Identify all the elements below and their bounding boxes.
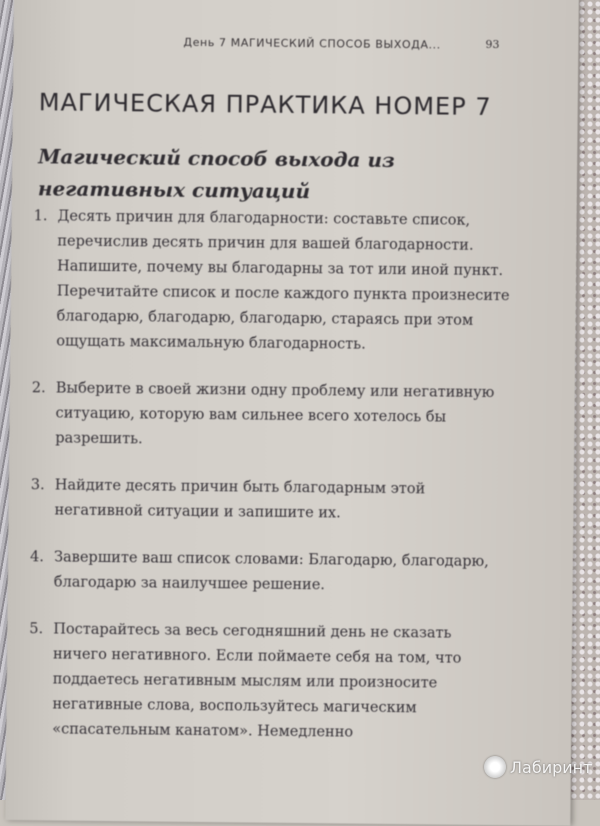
step-text: Завершите ваш список словами: Благодарю, благодарю, благодарю за наилучшее решение. <box>53 549 489 594</box>
step-number: 4. <box>29 549 44 566</box>
step-text: Постарайтесь за весь сегодняшний день не сказать ничего негативного. Если поймаете себя на том, что поддаетесь негативным мыслям или произносите негативные слова, воспользуйтесь магическим «спасательным канатом». Немедленно <box>52 621 462 741</box>
step-item <box>30 545 510 600</box>
step-text: Десять причин для благодарности: составьте список, перечислив десять причин для вашей благодарности. Напишите, почему вы благодарны за тот или иной пункт. Перечитайте список и после каждого пункта произнесите благодарю, благодарю, благодарю, стараясь при этом ощущать максимальную благодарность. <box>56 208 510 353</box>
watermark-label: Лабиринт <box>510 757 593 777</box>
book-page <box>5 0 579 826</box>
step-number: 5. <box>29 621 44 638</box>
step-text: Найдите десять причин быть благодарным этой негативной ситуации и запишите их. <box>54 477 426 522</box>
step-item <box>30 473 510 528</box>
step-item <box>28 617 509 747</box>
step-item <box>31 376 512 456</box>
steps-list <box>28 204 514 769</box>
step-text: Выберите в своей жизни одну проблему или негативную ситуацию, которую вам сильнее всего хотелось бы разрешить. <box>55 380 495 448</box>
practice-title: МАГИЧЕСКАЯ ПРАКТИКА НОМЕР 7 <box>38 88 492 122</box>
step-number: 1. <box>33 208 48 225</box>
labirint-logo-icon <box>484 756 506 778</box>
step-number: 2. <box>31 380 46 397</box>
labirint-watermark <box>484 756 592 778</box>
step-number: 3. <box>30 477 45 494</box>
step-item <box>32 204 514 359</box>
running-head: День 7 МАГИЧЕСКИЙ СПОСОБ ВЫХОДА... <box>183 35 441 52</box>
practice-subtitle: Магический способ выхода из негативных ситуаций <box>37 144 395 204</box>
page-number: 93 <box>485 37 500 52</box>
